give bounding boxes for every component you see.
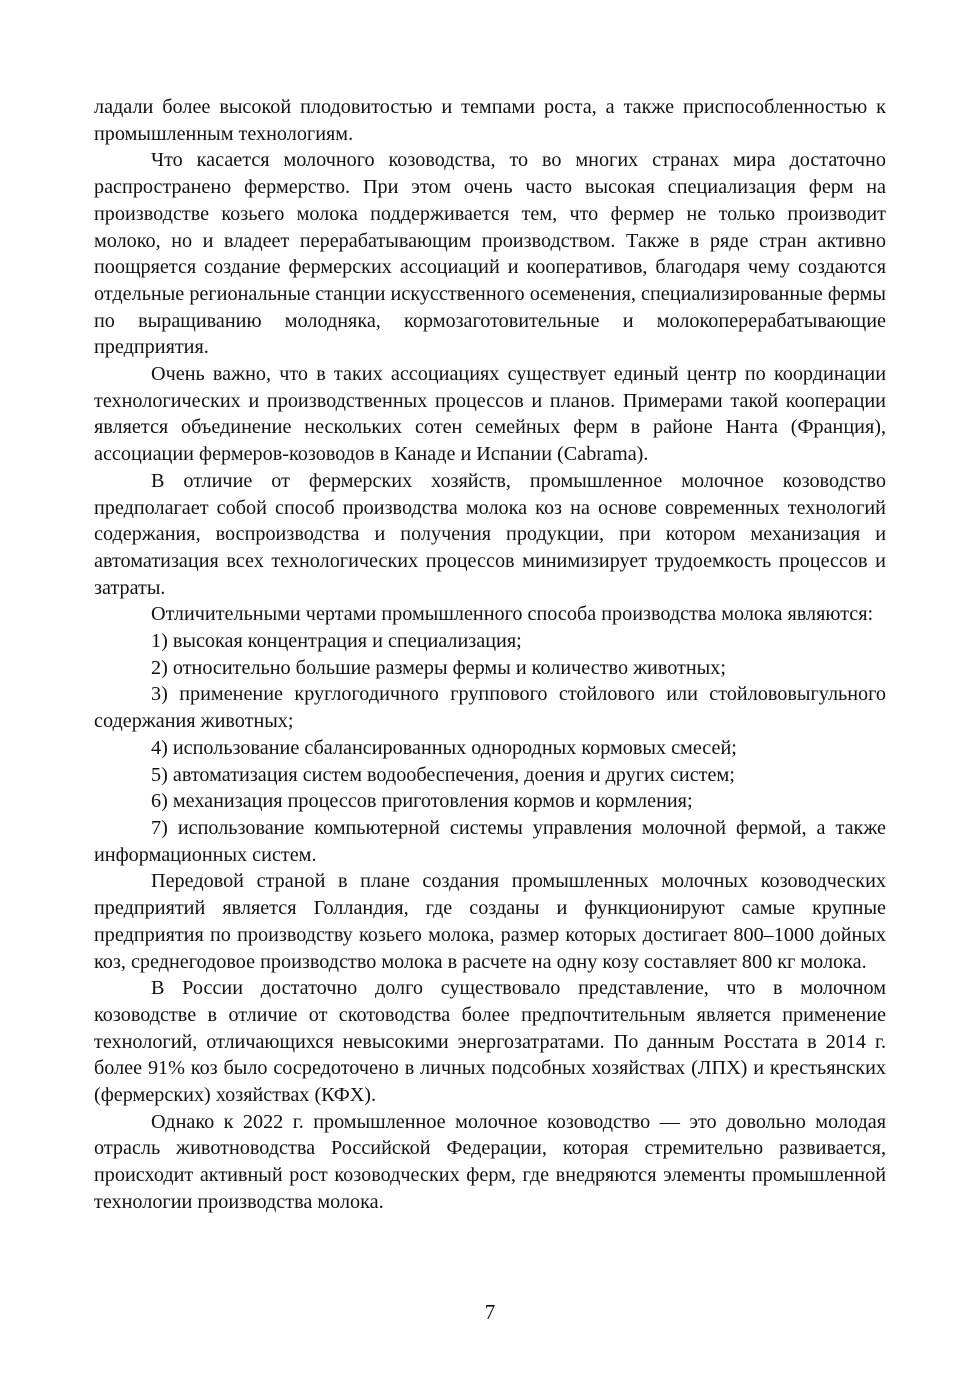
page-number: 7 [484,1300,496,1324]
list-item-6: 6) механизация процессов приготовления кормов и кормления; [151,790,693,813]
list-item-7: 7) использование компьютерной системы управления молочной фермой, а также информационных систем. [94,816,886,866]
list-item-5: 5) автоматизация систем водообеспечения, доения и других систем; [151,763,735,786]
paragraph-2022: Однако к 2022 г. промышленное молочное козоводство — это довольно молодая отрасль животноводства Российской Федерации, которая стремительно развивается, происходит активный рост козоводческих ферм, где внедряются элементы промышленной технологии производства молока. [94,1110,886,1213]
page-body [94,94,886,1216]
paragraph-features-intro: Отличительными чертами промышленного способа производства молока являются: [151,603,874,626]
paragraph-russia: В России достаточно долго существовало представление, что в молочном козоводстве в отличие от скотоводства более предпочтительным является применение технологий, отличающихся невысокими энергозатратами. По данным Росстата в 2014 г. более 91% коз было сосредоточено в личных подсобных хозяйствах (ЛПХ) и крестьянских (фермерских) хозяйствах (КФХ). [94,977,886,1107]
list-item-1: 1) высокая концентрация и специализация; [151,630,522,653]
list-item-2: 2) относительно большие размеры фермы и количество животных; [151,656,726,679]
paragraph-netherlands: Передовой страной в плане создания промышленных молочных козоводческих предприятий является Голландия, где созданы и функционируют самые крупные предприятия по производству козьего молока, размер которых достигает 800–1000 дойных коз, среднегодовое производство молока в расчете на одну козу составляет 800 кг молока. [94,870,886,973]
list-item-3: 3) применение круглогодичного группового стойлового или стойлововыгульного содержания животных; [94,683,886,733]
paragraph-industrial-method: В отличие от фермерских хозяйств, промышленное молочное козоводство предполагает собой способ производства молока коз на основе современных технологий содержания, воспроизводства и получения продукции, при котором механизация и автоматизация всех технологических процессов минимизирует трудоемкость процессов и затраты. [94,469,886,599]
paragraph-continuation: ладали более высокой плодовитостью и темпами роста, а также приспособленностью к промышленным технологиям. [94,96,886,145]
paragraph-associations: Очень важно, что в таких ассоциациях существует единый центр по координации технологических и производственных процессов и планов. Примерами такой кооперации является объединение нескольких сотен семейных ферм в районе Нанта (Франция), ассоциации фермеров-козоводов в Канаде и Испании (Cabrama). [94,363,886,466]
list-item-4: 4) использование сбалансированных однородных кормовых смесей; [151,736,737,759]
paragraph-dairy-farming: Что касается молочного козоводства, то во многих странах мира достаточно распространено фермерство. При этом очень часто высокая специализация ферм на производстве козьего молока поддерживается тем, что фермер не только производит молоко, но и владеет перерабатывающим производством. Также в ряде стран активно поощряется создание фермерских ассоциаций и кооперативов, благодаря чему создаются отдельные региональные станции искусственного осеменения, специализированные фермы по выращиванию молодняка, кормозаготовительные и молокоперерабатывающие предприятия. [94,149,886,359]
